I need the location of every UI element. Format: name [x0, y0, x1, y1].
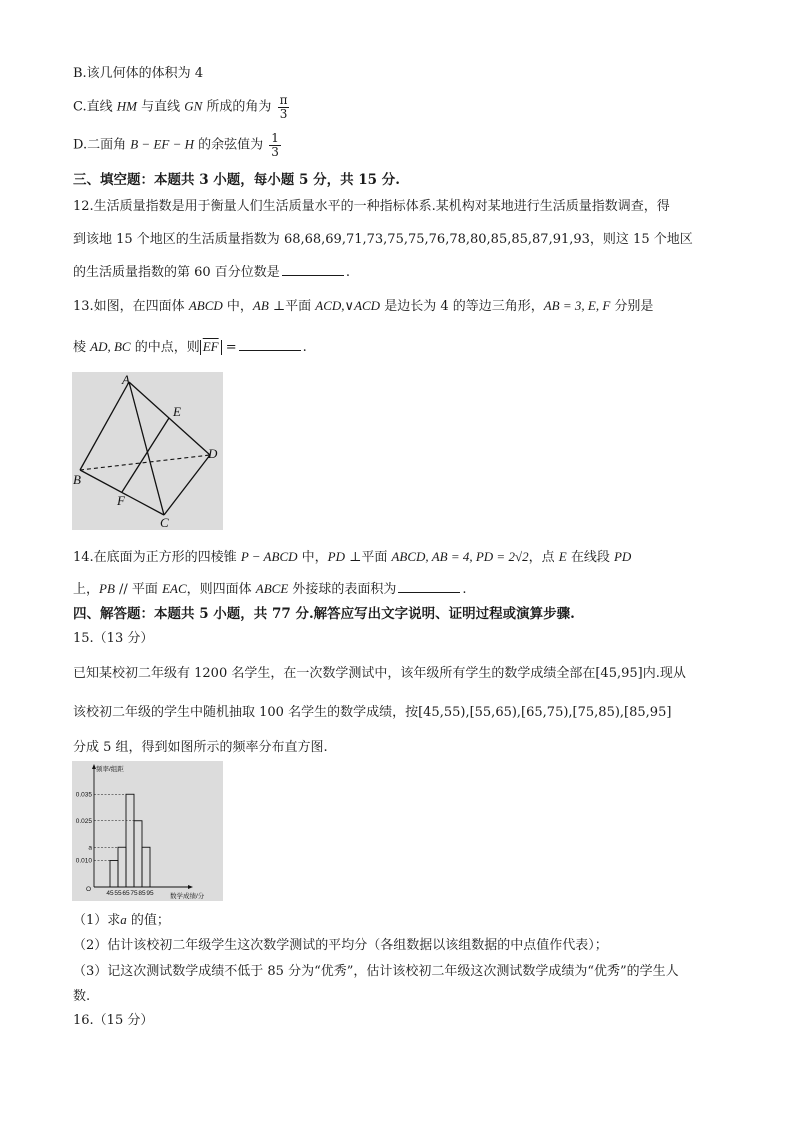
- x-tick-label: 55: [114, 890, 122, 897]
- q12-line1: 12.生活质量指数是用于衡量人们生活质量水平的一种指标体系.某机构对某地进行生活质量指数调查，得: [73, 199, 670, 214]
- histogram-bar: [118, 847, 126, 887]
- option-c: C.直线 HM 与直线 GN 所成的角为 $\frac{\pi}{3}$: [73, 93, 288, 121]
- x-axis-label: 数学成绩/分: [170, 893, 205, 900]
- q15-part3-line1: （3）记这次测试数学成绩不低于 85 分为“优秀”，估计该校初二年级这次测试数学成绩为“优秀”的学生人: [73, 964, 679, 979]
- y-tick-label: 0.035: [75, 791, 92, 799]
- fraction-one-third: $\frac{1}{3}$: [271, 131, 279, 159]
- point-label-f: F: [117, 493, 125, 508]
- q15-header: 15.（13 分）: [73, 631, 154, 646]
- q15-line2: 该校初二年级的学生中随机抽取 100 名学生的数学成绩，按[45,55),[55,65),[65,75),[75,85),[85,95]: [73, 705, 672, 720]
- q12-line3: 的生活质量指数的第 60 百分位数是 .: [73, 265, 350, 280]
- q15-line3: 分成 5 组，得到如图所示的频率分布直方图.: [73, 740, 328, 755]
- q13-line1: 13.如图，在四面体 ABCD 中，AB ⊥平面 ACD,∨ACD 是边长为 4 的等边三角形，AB = 3, E, F 分别是: [73, 298, 654, 314]
- q13-line2: 棱 AD, BC 的中点，则 $\overline{EF}$ = .: [73, 339, 307, 355]
- option-b: B.该几何体的体积为 4: [73, 66, 204, 81]
- q12-line2: 到该地 15 个地区的生活质量指数为 68,68,69,71,73,75,75,76,78,80,85,85,87,91,93，则这 15 个地区: [73, 232, 693, 247]
- frequency-histogram: [72, 761, 223, 901]
- q15-line1: 已知某校初二年级有 1200 名学生，在一次数学测试中，该年级所有学生的数学成绩全部在[45,95]内.现从: [73, 666, 686, 681]
- tetrahedron-figure: [72, 372, 223, 530]
- fraction-pi-over-3: $\frac{\pi}{3}$: [279, 93, 288, 121]
- x-tick-label: 65: [122, 890, 130, 897]
- y-axis-label: 频率/组距: [96, 766, 124, 773]
- section-3-heading: 三、填空题：本题共 3 小题，每小题 5 分，共 15 分.: [73, 172, 400, 188]
- q14-line2: 上，PB // 平面 EAC，则四面体 ABCE 外接球的表面积为 .: [73, 581, 467, 597]
- y-tick-label: 0.010: [75, 857, 92, 865]
- point-label-e: E: [173, 404, 181, 419]
- q16-header: 16.（15 分）: [73, 1013, 154, 1028]
- histogram-bar: [134, 821, 142, 887]
- histogram-bar: [110, 861, 118, 888]
- q14-line1: 14.在底面为正方形的四棱锥 P − ABCD 中，PD ⊥平面 ABCD, AB = 4, PD = 2√2，点 E 在线段 PD: [73, 549, 632, 565]
- vertex-label-b: B: [73, 472, 81, 487]
- y-tick-label: 0.025: [75, 817, 92, 825]
- section-4-heading: 四、解答题：本题共 5 小题，共 77 分.解答应写出文字说明、证明过程或演算步骤.: [73, 606, 575, 622]
- vertex-label-a: A: [122, 372, 130, 387]
- histogram-bar: [126, 794, 134, 887]
- answer-blank: [239, 350, 301, 351]
- origin-label: O: [86, 886, 92, 893]
- q15-part1: （1）求a 的值；: [73, 912, 170, 928]
- q15-part2: （2）估计该校初二年级学生这次数学测试的平均分（各组数据以该组数据的中点值作代表）；: [73, 938, 608, 953]
- x-tick-label: 85: [138, 890, 146, 897]
- y-tick-label: a: [88, 844, 92, 852]
- answer-blank: [398, 592, 460, 593]
- x-tick-label: 75: [130, 890, 138, 897]
- x-tick-label: 95: [146, 890, 154, 897]
- x-tick-label: 45: [106, 890, 114, 897]
- vertex-label-d: D: [208, 446, 218, 461]
- q15-part3-line2: 数.: [73, 989, 91, 1004]
- vertex-label-c: C: [160, 515, 169, 530]
- answer-blank: [282, 275, 344, 276]
- option-d: D.二面角 B − EF − H 的余弦值为 $\frac{1}{3}$: [73, 131, 279, 159]
- histogram-bar: [142, 847, 150, 887]
